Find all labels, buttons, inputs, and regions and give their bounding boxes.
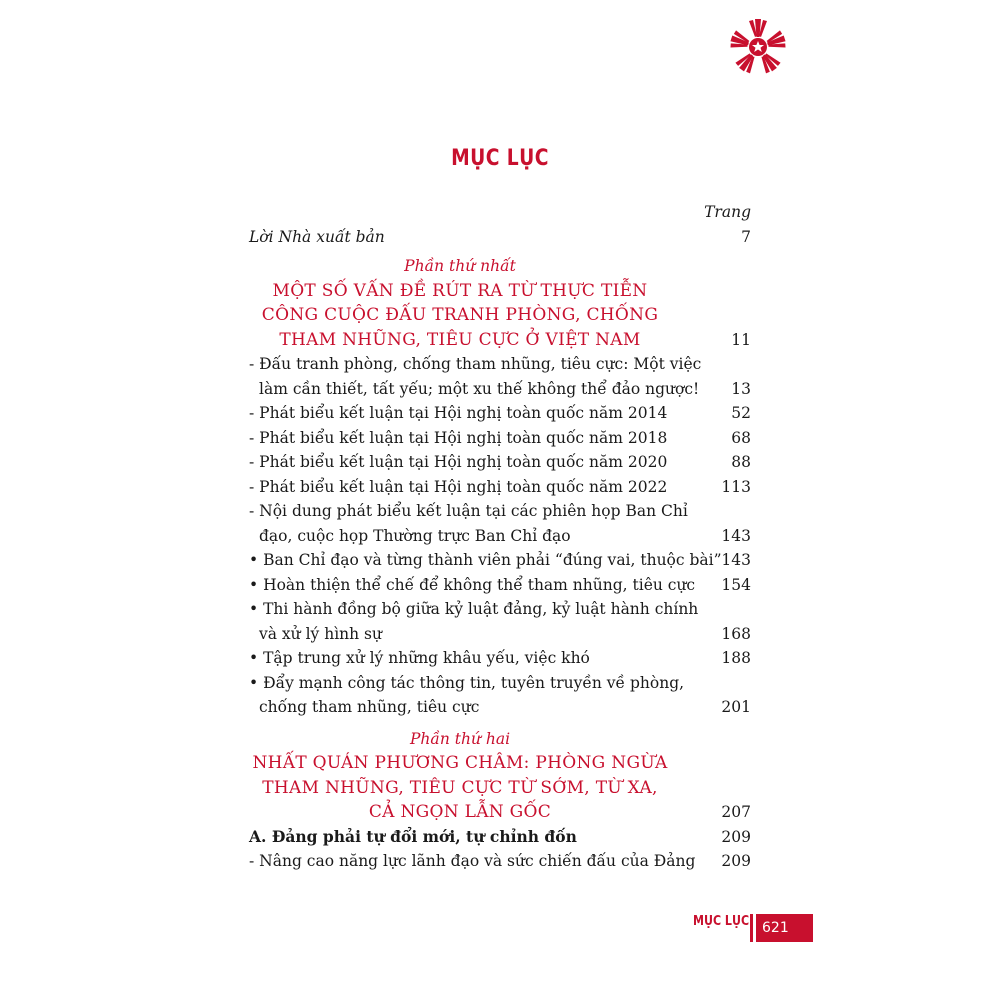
star-emblem-icon [727, 16, 789, 78]
toc-entry-continuation: và xử lý hình sự 168 [259, 624, 751, 643]
part-one-label: Phần thứ nhất [404, 257, 516, 275]
toc-entry-continuation: đạo, cuộc họp Thường trực Ban Chỉ đạo 143 [259, 526, 751, 545]
toc-entry: - Nội dung phát biểu kết luận tại các phiên họp Ban Chỉ [249, 502, 688, 520]
toc-entry: - Phát biểu kết luận tại Hội nghị toàn quốc năm 2020 88 [249, 453, 751, 471]
toc-entry-continuation: làm cần thiết, tất yếu; một xu thế không thể đảo ngược! 13 [259, 379, 751, 398]
toc-bullet-entry: • Thi hành đồng bộ giữa kỷ luật đảng, kỷ luật hành chính [249, 600, 699, 618]
toc-bullet-entry: • Ban Chỉ đạo và từng thành viên phải “đúng vai, thuộc bài” 143 [249, 551, 751, 569]
toc-section-heading: A. Đảng phải tự đổi mới, tự chỉnh đốn 209 [249, 826, 751, 846]
toc-entry-foreword: Lời Nhà xuất bản 7 [249, 227, 751, 246]
toc-bullet-entry: • Hoàn thiện thể chế để không thể tham nhũng, tiêu cực 154 [249, 575, 751, 594]
toc-entry: - Phát biểu kết luận tại Hội nghị toàn quốc năm 2018 68 [249, 428, 751, 447]
toc-bullet-entry: • Tập trung xử lý những khâu yếu, việc khó 188 [249, 649, 751, 667]
footer-section-label: MỤC LỤC [693, 914, 750, 929]
page-title: MỤC LỤC [451, 146, 549, 171]
toc-entry: - Đấu tranh phòng, chống tham nhũng, tiêu cực: Một việc [249, 355, 702, 373]
toc-entry: - Phát biểu kết luận tại Hội nghị toàn quốc năm 2014 52 [249, 404, 751, 422]
part-one-title-line-1: MỘT SỐ VẤN ĐỀ RÚT RA TỪ THỰC TIỄN [272, 280, 648, 301]
footer-page-number: 621 [756, 914, 813, 942]
part-two-title-line-2: THAM NHŨNG, TIÊU CỰC TỪ SỚM, TỪ XA, [262, 777, 658, 798]
toc-bullet-entry: • Đẩy mạnh công tác thông tin, tuyên truyền về phòng, [249, 673, 685, 692]
part-one-title-line-2: CÔNG CUỘC ĐẤU TRANH PHÒNG, CHỐNG [261, 305, 659, 325]
part-two-label: Phần thứ hai [409, 729, 511, 748]
part-one-title-line-3: THAM NHŨNG, TIÊU CỰC Ở VIỆT NAM 11 [279, 329, 751, 350]
table-of-contents [249, 200, 751, 874]
toc-entry: - Phát biểu kết luận tại Hội nghị toàn quốc năm 2022 113 [249, 477, 751, 496]
page-column-header: Trang [704, 203, 751, 221]
footer-divider [750, 914, 753, 942]
toc-entry: - Nâng cao năng lực lãnh đạo và sức chiến đấu của Đảng 209 [249, 852, 751, 870]
part-two-title-line-1: NHẤT QUÁN PHƯƠNG CHÂM: PHÒNG NGỪA [252, 753, 668, 773]
part-two-title-line-3: CẢ NGỌN LẪN GỐC 207 [368, 802, 751, 822]
toc-entry-continuation: chống tham nhũng, tiêu cực 201 [259, 698, 751, 716]
